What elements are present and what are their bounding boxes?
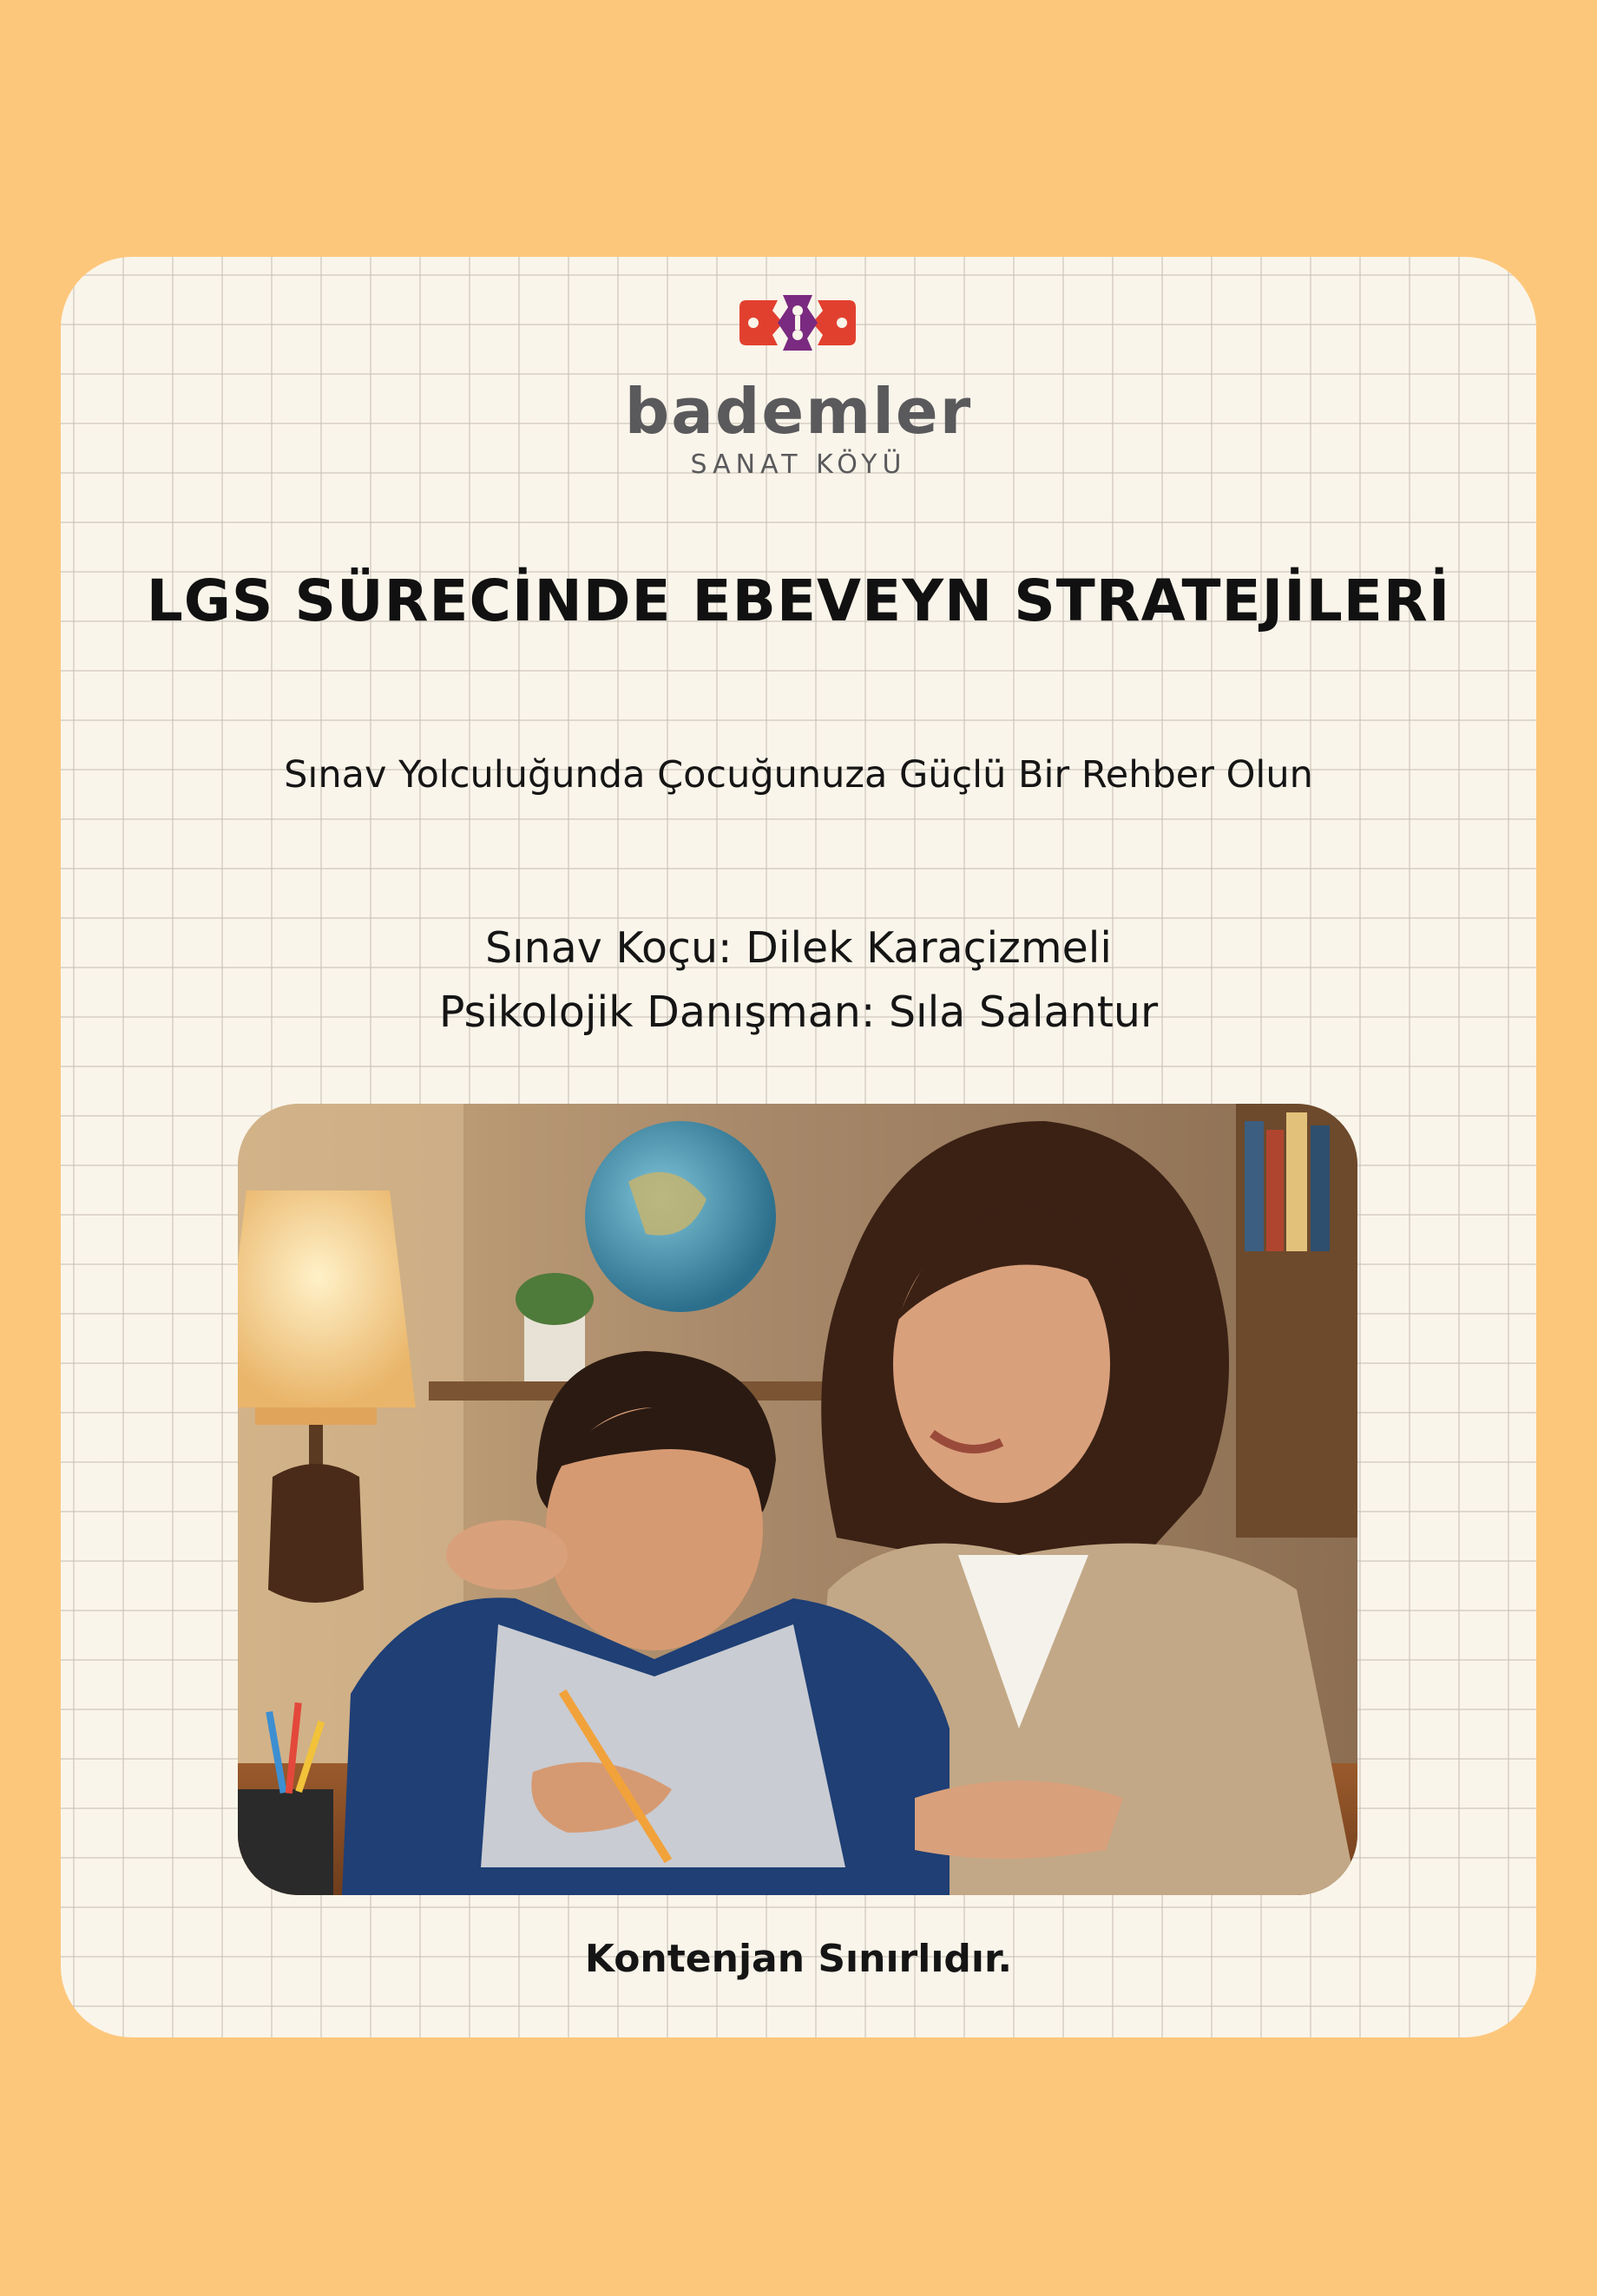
brand-subtitle: SANAT KÖYÜ [690, 449, 907, 480]
page-subtitle: Sınav Yolculuğunda Çocuğunuza Güçlü Bir Rehber Olun [284, 753, 1313, 797]
bademler-logo-icon [734, 292, 861, 363]
presenter-exam-coach: Sınav Koçu: Dilek Karaçizmeli [484, 923, 1113, 973]
brand-name: bademler [624, 375, 973, 448]
capacity-note: Kontenjan Sınırlıdır. [584, 1937, 1013, 1981]
presenter-counselor: Psikolojik Danışman: Sıla Salantur [438, 987, 1159, 1037]
mother-helping-son-study-photo [238, 1104, 1357, 1895]
poster-card [61, 257, 1536, 2037]
page-title: LGS SÜRECİNDE EBEVEYN STRATEJİLERİ [146, 567, 1451, 634]
